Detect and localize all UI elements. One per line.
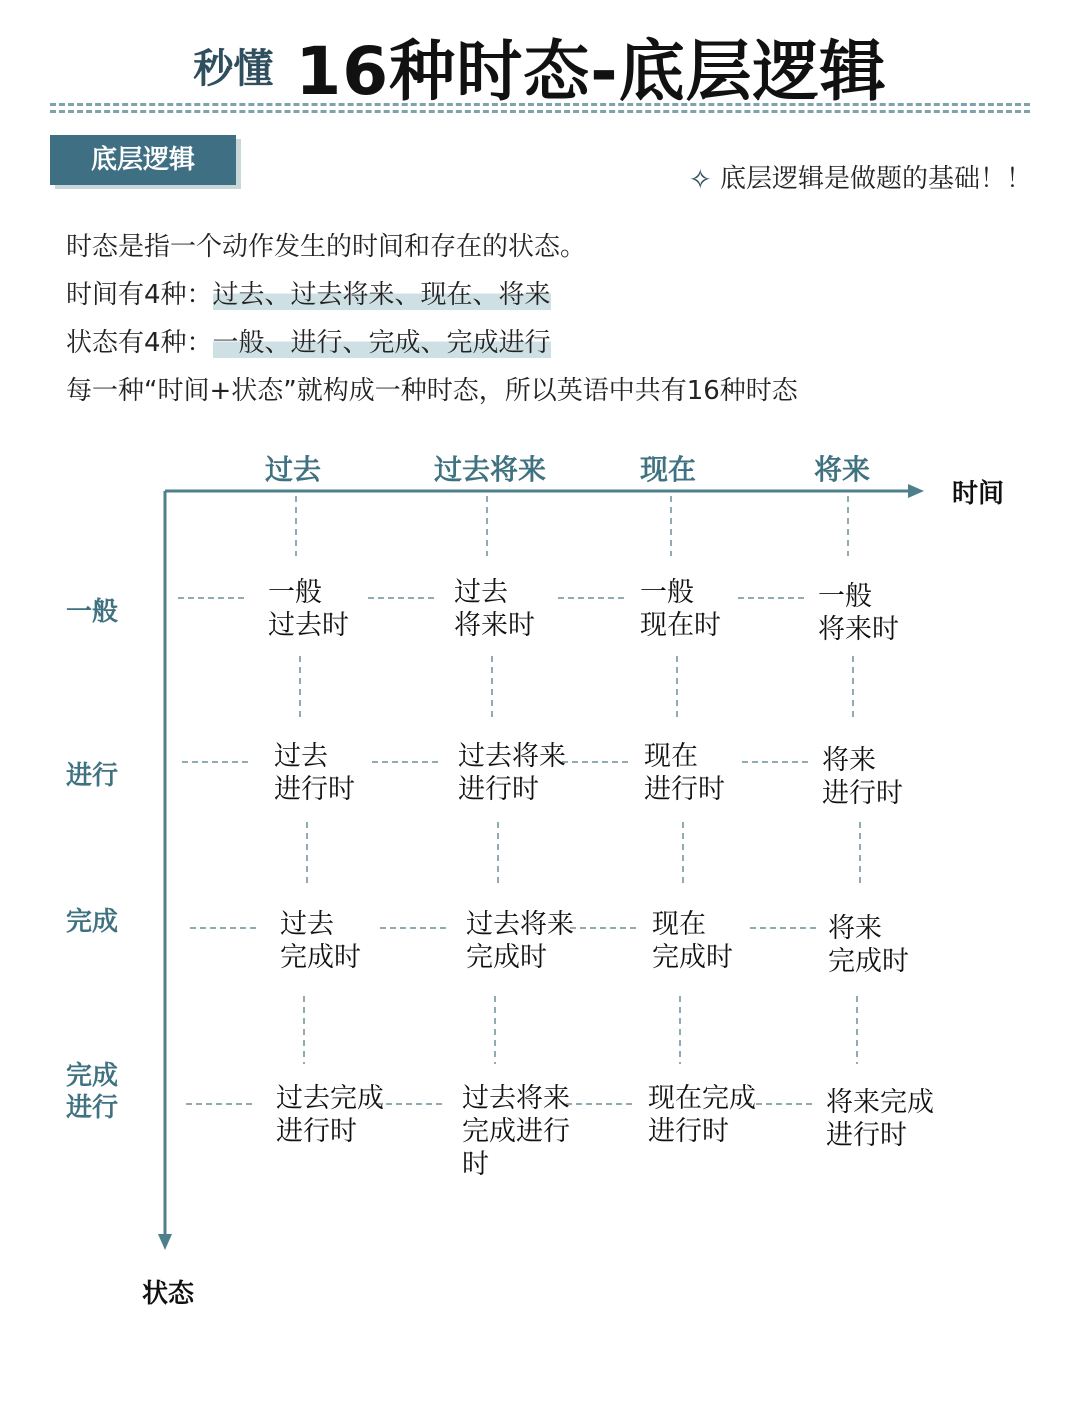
cell-line: 过去 [280,909,334,940]
tense-past-perfect-progressive [276,1082,384,1148]
y-axis-name: 状态 [142,1279,195,1309]
cell-line: 进行时 [276,1116,357,1147]
cell-line: 将来时 [454,610,535,641]
cell-line: 一般 [640,577,694,608]
cell-line: 过去时 [268,610,349,641]
time-label-present: 现在 [639,453,696,486]
cell-line: 完成时 [466,942,547,973]
tense-future-perfect [828,912,909,978]
cell-line: 现在完成 [648,1083,756,1114]
intro-line-4: 每一种“时间+状态”就构成一种时态，所以英语中共有16种时态 [66,376,798,406]
time-label-past-future: 过去将来 [433,453,546,486]
tense-past-perfect [280,908,361,974]
tense-simple-present [640,576,721,642]
intro-line-1: 时态是指一个动作发生的时间和存在的状态。 [66,232,587,262]
cell-line: 完成时 [652,942,733,973]
tense-present-perfect-progressive [648,1082,756,1148]
cell-line: 现在时 [640,610,721,641]
tense-past-progressive [274,740,355,806]
state-label-simple-text: 一般 [66,597,119,627]
tense-simple-future [818,580,899,646]
state-list: 一般、进行、完成、完成进行 [212,328,551,358]
state-label-perfect-progressive-line1: 完成 [66,1061,119,1091]
tense-past-future [454,576,535,642]
cell-line: 过去完成 [276,1083,384,1114]
state-label-perfect-progressive-line2: 进行 [66,1093,119,1123]
y-axis-arrowhead [158,1234,172,1250]
state-label-perfect [66,906,118,938]
cell-line: 过去将来 [466,909,574,940]
tense-present-perfect [652,908,733,974]
tip-text: 底层逻辑是做题的基础！！ [719,164,1032,194]
cell-line: 过去将来 [462,1083,570,1114]
tense-past-future-perfect [466,908,574,974]
cell-line: 时 [462,1149,489,1180]
cell-line: 完成进行 [462,1116,570,1147]
state-label-progressive [66,760,118,792]
tense-past-future-progressive [458,740,566,806]
cell-line: 进行时 [644,774,725,805]
tense-future-perfect-progressive [826,1086,934,1152]
state-label-perfect-text: 完成 [66,907,119,937]
x-axis-name: 时间 [952,479,1005,509]
cell-line: 进行时 [648,1116,729,1147]
title-main: 16种时态-底层逻辑 [295,33,887,110]
cell-line: 一般 [818,581,872,612]
cell-line: 进行时 [826,1120,907,1151]
intro-line-3-prefix: 状态有4种： [66,328,213,358]
state-label-simple [66,596,118,628]
cell-line: 过去 [454,577,508,608]
cell-line: 将来时 [818,614,899,645]
cell-line: 现在 [644,741,698,772]
tense-past-future-perfect-progressive [462,1082,570,1181]
cell-line: 将来 [828,913,882,944]
cell-line: 将来完成 [826,1087,934,1118]
tense-present-progressive [644,740,725,806]
cell-line: 过去 [274,741,328,772]
tense-simple-past [268,576,349,642]
cell-line: 将来 [822,745,876,776]
tense-future-progressive [822,744,903,810]
cell-line: 现在 [652,909,706,940]
state-label-progressive-text: 进行 [66,761,119,791]
cell-line: 完成时 [280,942,361,973]
cell-line: 完成时 [828,946,909,977]
title-prefix: 秒懂 [193,46,274,92]
section-tag: 底层逻辑 [50,135,236,185]
intro-line-2-prefix: 时间有4种： [66,280,213,310]
cell-line: 进行时 [822,778,903,809]
diamond-sparkle-icon: ✧ [688,163,712,196]
state-label-perfect-progressive [66,1060,118,1124]
cell-line: 过去将来 [458,741,566,772]
time-label-future: 将来 [813,453,870,486]
cell-line: 进行时 [274,774,355,805]
cell-line: 进行时 [458,774,539,805]
cell-line: 一般 [268,577,322,608]
time-list: 过去、过去将来、现在、将来 [212,280,551,310]
time-label-past: 过去 [264,453,321,486]
